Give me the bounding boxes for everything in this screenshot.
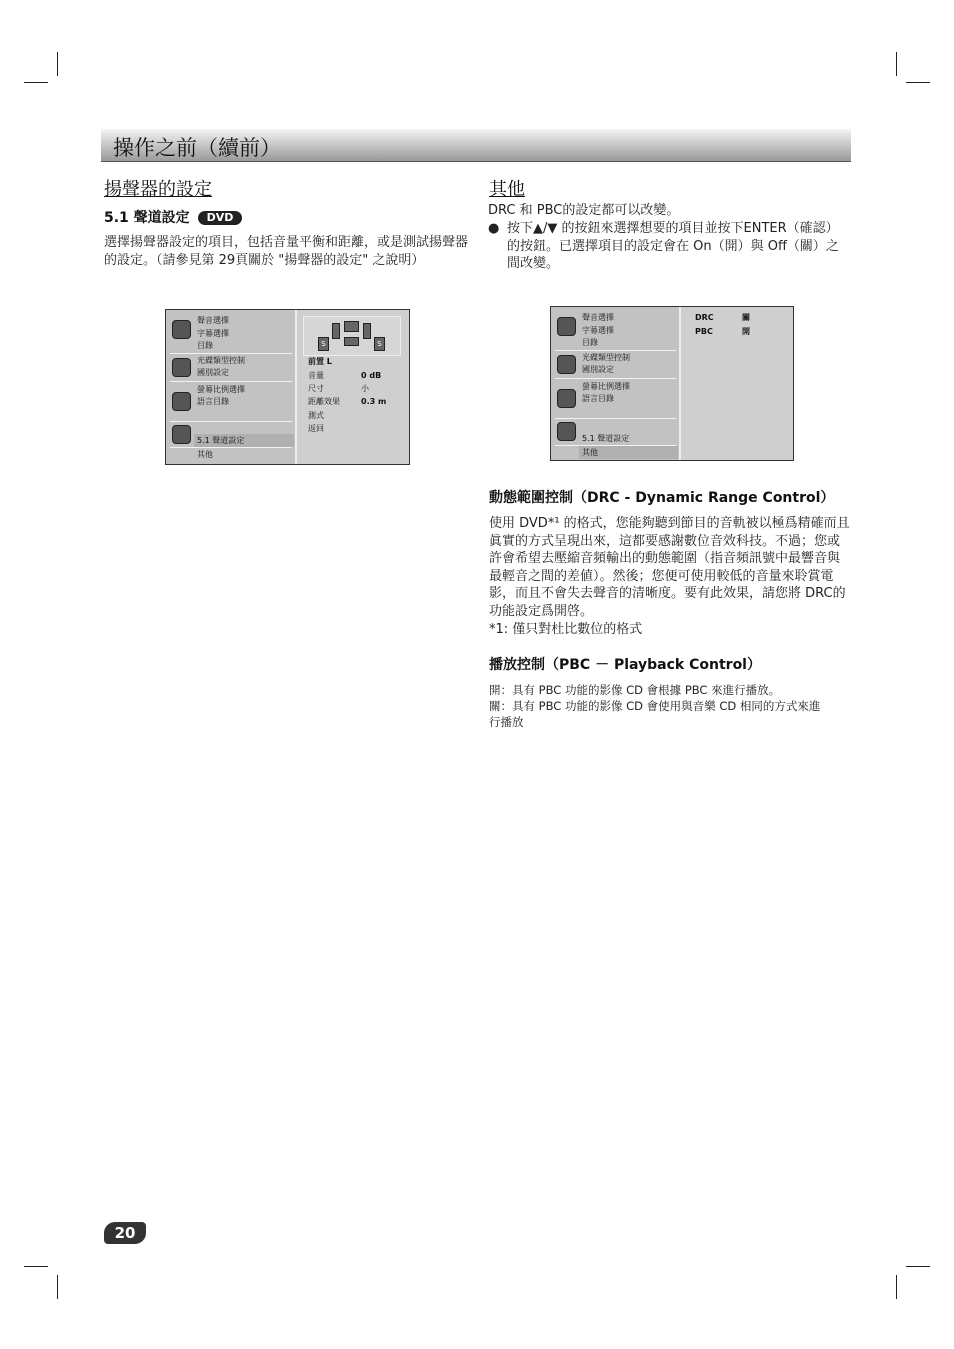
tv-icon: [172, 392, 191, 411]
crop-mark: [896, 52, 897, 76]
other-bullet-dot: ●: [488, 221, 500, 236]
crop-mark: [24, 82, 48, 83]
test-label[interactable]: 測式: [308, 411, 324, 420]
divider: [170, 447, 292, 448]
menu-item-language[interactable]: 語言目錄: [197, 397, 229, 406]
menu-right-pane: [297, 310, 409, 464]
size-value: 小: [361, 384, 369, 393]
speaker-front-right: [363, 323, 371, 339]
speaker-subwoofer: [344, 337, 359, 346]
speaker-setup-heading: 揚聲器的設定: [104, 179, 212, 200]
lock-icon: [172, 358, 191, 377]
divider: [555, 378, 676, 379]
pbc-heading: 播放控制（PBC － Playback Control）: [489, 657, 761, 673]
tv-icon: [557, 389, 576, 408]
other-icon: [557, 422, 576, 441]
pbc-on-text: 開：具有 PBC 功能的影像 CD 會根據 PBC 來進行播放。: [489, 683, 781, 697]
speaker-menu-screenshot: [165, 309, 410, 465]
menu-left-pane: [551, 307, 681, 460]
divider: [555, 418, 676, 419]
other-menu-screenshot: [550, 306, 794, 461]
menu-item-audio[interactable]: 聲音選擇: [582, 313, 614, 322]
divider: [170, 381, 292, 382]
menu-item-rating[interactable]: 光碟類型控制: [582, 353, 630, 362]
surround-subheading-text: 5.1 聲道設定: [104, 210, 190, 226]
menu-item-surround[interactable]: 5.1 聲道設定: [582, 434, 630, 443]
divider: [555, 350, 676, 351]
menu-item-country[interactable]: 國別設定: [582, 365, 614, 374]
menu-item-rating[interactable]: 光碟類型控制: [197, 356, 245, 365]
crop-mark: [57, 1275, 58, 1299]
divider: [170, 353, 292, 354]
size-label[interactable]: 尺寸: [308, 384, 324, 393]
crop-mark: [57, 52, 58, 76]
pbc-value: 開: [742, 327, 750, 336]
page-title: 操作之前（續前）: [113, 136, 281, 160]
speaker-center: [344, 321, 359, 332]
return-label[interactable]: 返回: [308, 424, 324, 433]
menu-left-pane: [166, 310, 297, 464]
crop-mark: [906, 82, 930, 83]
divider: [170, 421, 292, 422]
other-bullet: 按下▲/▼ 的按鈕來選擇想要的項目並按下ENTER（確認）的按鈕。已選擇項目的設定會在 On（開）與 Off（關）之間改變。: [507, 221, 839, 271]
menu-item-subtitle[interactable]: 字幕選擇: [197, 329, 229, 338]
distance-value: 0.3 m: [361, 397, 387, 406]
speaker-layout: [303, 316, 401, 356]
lock-icon: [557, 355, 576, 374]
menu-item-menu[interactable]: 目錄: [582, 338, 598, 347]
crop-mark: [24, 1266, 48, 1267]
other-heading: 其他: [489, 179, 525, 200]
menu-item-menu[interactable]: 目錄: [197, 341, 213, 350]
dvd-badge: DVD: [198, 211, 243, 225]
crop-mark: [896, 1275, 897, 1299]
menu-item-aspect[interactable]: 螢幕比例選擇: [197, 385, 245, 394]
menu-item-country[interactable]: 國別設定: [197, 368, 229, 377]
speaker-rear-right: S: [374, 337, 385, 351]
audio-icon: [172, 320, 191, 339]
speaker-rear-left: S: [318, 337, 329, 351]
drc-value: 關: [742, 313, 750, 322]
pbc-off-text: 關：具有 PBC 功能的影像 CD 會使用與音樂 CD 相同的方式來進行播放: [489, 699, 821, 729]
menu-item-surround[interactable]: 5.1 聲道設定: [197, 436, 245, 445]
speaker-front-left: [332, 323, 340, 339]
menu-item-other[interactable]: 其他: [197, 450, 213, 459]
menu-item-subtitle[interactable]: 字幕選擇: [582, 326, 614, 335]
front-left-label: 前置 L: [308, 357, 332, 366]
menu-item-language[interactable]: 語言目錄: [582, 394, 614, 403]
audio-icon: [557, 317, 576, 336]
speaker-setup-body: 選擇揚聲器設定的項目，包括音量平衡和距離，或是測試揚聲器的設定。（請參見第 29頁關於 "揚聲器的設定" 之說明）: [104, 235, 469, 268]
page-number: 20: [104, 1222, 146, 1244]
distance-label[interactable]: 距離效果: [308, 397, 340, 406]
drc-heading: 動態範圍控制（DRC - Dynamic Range Control）: [489, 490, 835, 506]
menu-item-aspect[interactable]: 螢幕比例選擇: [582, 382, 630, 391]
other-intro: DRC 和 PBC的設定都可以改變。: [488, 203, 680, 218]
volume-label[interactable]: 音量: [308, 371, 324, 380]
drc-label[interactable]: DRC: [695, 313, 714, 322]
menu-item-audio[interactable]: 聲音選擇: [197, 316, 229, 325]
pbc-label[interactable]: PBC: [695, 327, 713, 336]
menu-item-other[interactable]: 其他: [582, 448, 598, 457]
volume-value: 0 dB: [361, 371, 382, 380]
crop-mark: [906, 1266, 930, 1267]
other-icon: [172, 425, 191, 444]
drc-body: 使用 DVD*¹ 的格式，您能夠聽到節目的音軌被以極爲精確而且眞實的方式呈現出來，這都要感謝數位音效科技。不過；您或許會希望去壓縮音頻輸出的動態範圍（指音頻訊號中最響音與最輕音之間的差値）。然後；您便可使用較低的音量來聆賞電影，而且不會失去聲音的清晰度。要有此效果，請您將 DRC的功能設定爲開啓。: [489, 516, 850, 619]
surround-subheading: [104, 207, 242, 227]
drc-note: *1: 僅只對杜比數位的格式: [489, 622, 643, 637]
section-title-bar: [101, 129, 851, 162]
menu-right-pane: [681, 307, 793, 460]
